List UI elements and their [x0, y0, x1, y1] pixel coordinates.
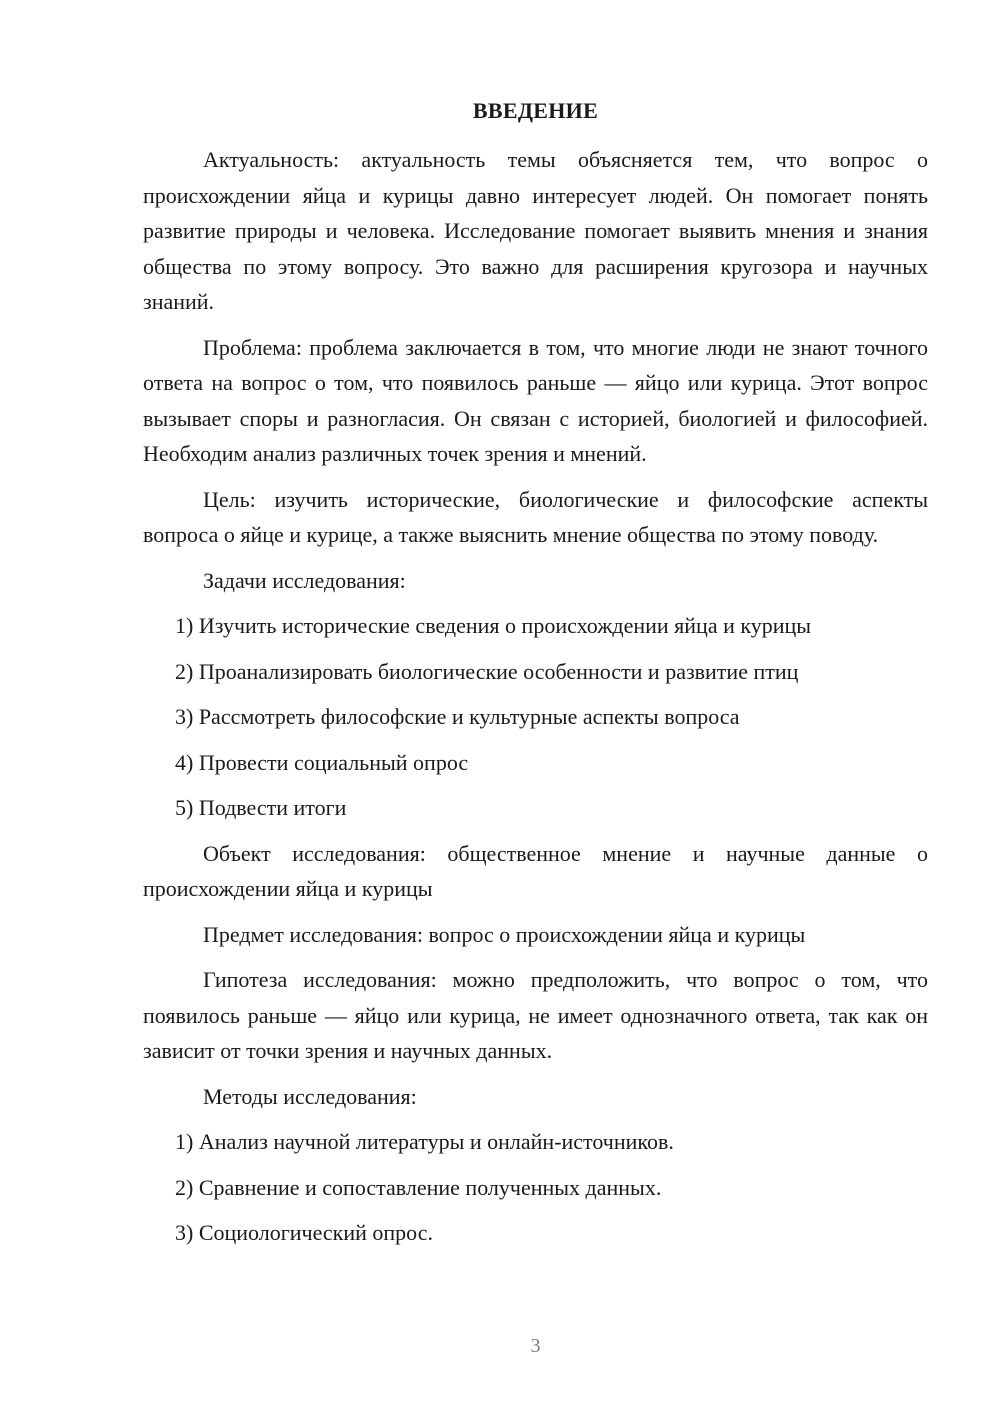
tasks-heading: Задачи исследования:: [203, 567, 406, 593]
task-item: 2) Проанализировать биологические особенности и развитие птиц: [175, 658, 799, 684]
page-title: ВВЕДЕНИЕ: [472, 98, 599, 123]
method-item: 3) Социологический опрос.: [175, 1220, 433, 1245]
method-item: 1) Анализ научной литературы и онлайн-источников.: [175, 1129, 674, 1154]
relevance-paragraph: Актуальность: актуальность темы объясняется тем, что вопрос о происхождении яйца и курицы давно интересует людей. Он помогает понять развитие природы и человека. Исследование помогает выявить мнения и знания общества по этому вопросу. Это важно для расширения кругозора и научных знаний.: [143, 147, 928, 314]
problem-paragraph: Проблема: проблема заключается в том, что многие люди не знают точного ответа на вопрос о том, что появилось раньше — яйцо или курица. Этот вопрос вызывает споры и разногласия. Он связан с историей, биологией и философией. Необходим анализ различных точек зрения и мнений.: [143, 334, 928, 466]
task-item: 1) Изучить исторические сведения о происхождении яйца и курицы: [175, 613, 812, 638]
methods-heading: Методы исследования:: [203, 1083, 417, 1109]
page-number: 3: [530, 1335, 541, 1357]
method-item: 2) Сравнение и сопоставление полученных данных.: [175, 1174, 662, 1200]
task-item: 3) Рассмотреть философские и культурные аспекты вопроса: [175, 704, 740, 729]
object-paragraph: Объект исследования: общественное мнение и научные данные о происхождении яйца и курицы: [143, 840, 928, 901]
task-item: 4) Провести социальный опрос: [175, 749, 469, 775]
document-body: [143, 142, 928, 1261]
document-page: [143, 0, 928, 1414]
subject-paragraph: Предмет исследования: вопрос о происхождении яйца и курицы: [203, 921, 806, 947]
hypothesis-paragraph: Гипотеза исследования: можно предположить, что вопрос о том, что появилось раньше — яйцо или курица, не имеет однозначного ответа, так как он зависит от точки зрения и научных данных.: [143, 967, 928, 1063]
goal-paragraph: Цель: изучить исторические, биологические и философские аспекты вопроса о яйце и курице, а также выяснить мнение общества по этому поводу.: [143, 486, 928, 547]
task-item: 5) Подвести итоги: [175, 795, 347, 820]
